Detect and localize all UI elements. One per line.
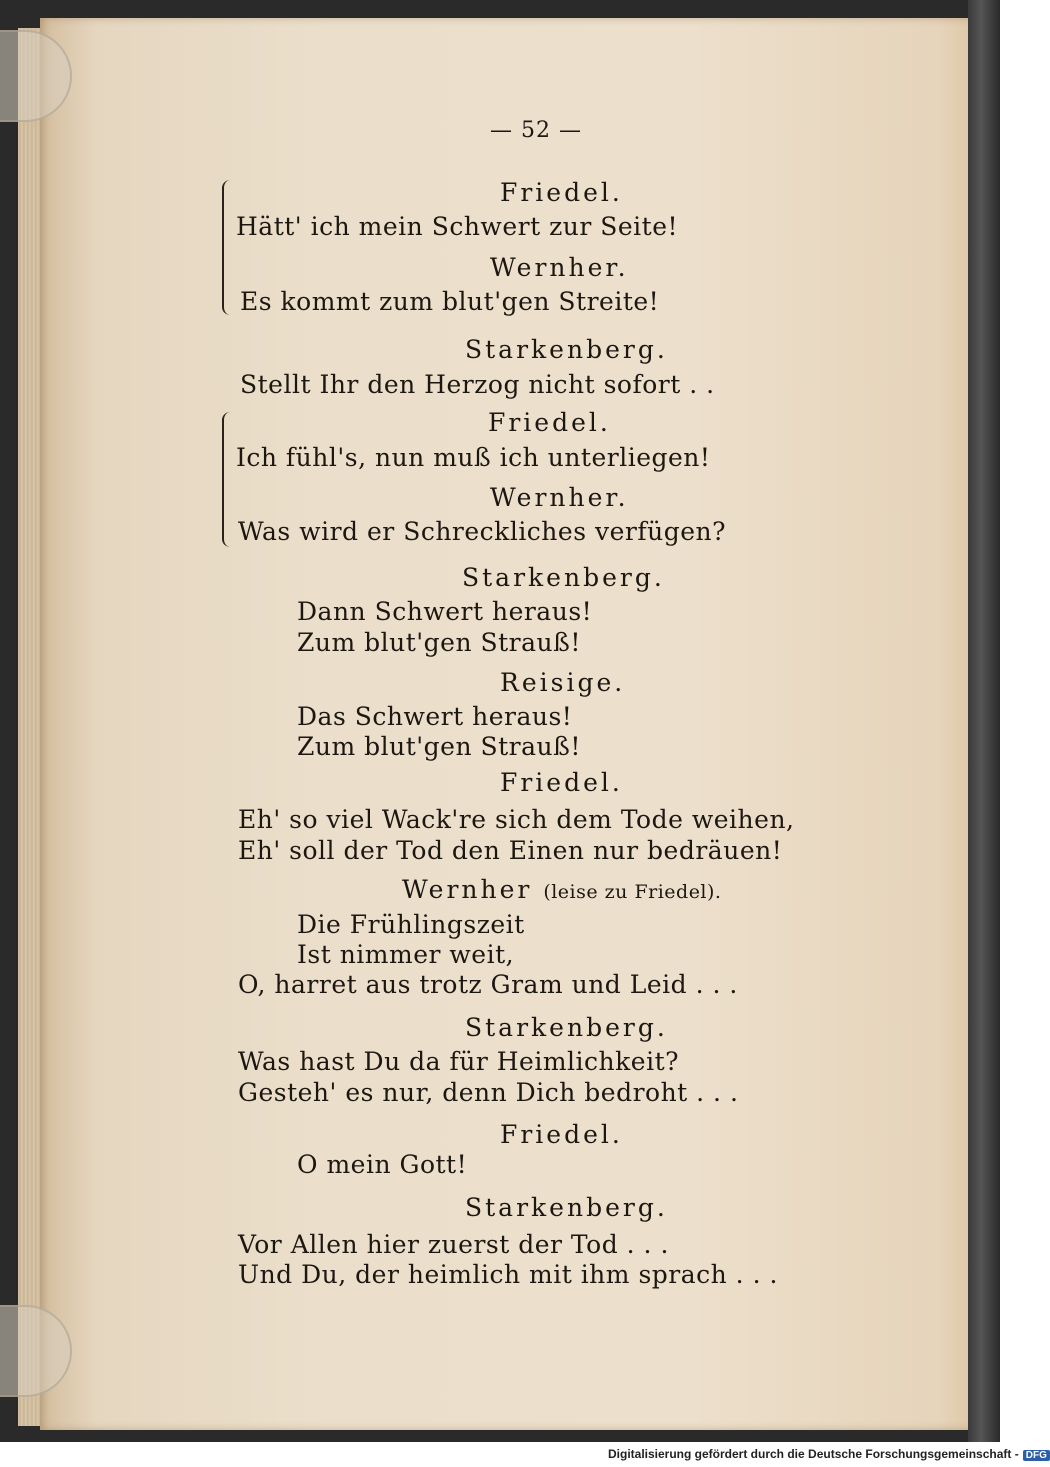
verse-line: Was hast Du da für Heimlichkeit? — [238, 1047, 680, 1076]
verse-line: Die Frühlingszeit — [297, 910, 525, 939]
verse-line: O, harret aus trotz Gram und Leid . . . — [238, 970, 738, 999]
speaker-name: Friedel. — [500, 1120, 623, 1149]
verse-line: Was wird er Schreckliches verfügen? — [238, 517, 727, 546]
dfg-logo: DFG — [1023, 1450, 1050, 1461]
speaker-name: Friedel. — [500, 768, 623, 797]
page-number: — 52 — — [490, 118, 582, 143]
verse-line: Eh' so viel Wack're sich dem Tode weihen, — [238, 805, 795, 834]
verse-line: Stellt Ihr den Herzog nicht sofort . . — [240, 370, 715, 399]
verse-line: Ich fühl's, nun muß ich unterliegen! — [236, 443, 711, 472]
verse-line: Dann Schwert heraus! — [297, 597, 593, 626]
credit-text: Digitalisierung gefördert durch die Deutsche Forschungsgemeinschaft - — [608, 1447, 1019, 1461]
duet-brace-2 — [222, 412, 234, 547]
verse-line: Gesteh' es nur, denn Dich bedroht . . . — [238, 1078, 739, 1107]
speaker-name: Reisige. — [500, 668, 626, 697]
digitization-credit — [608, 1447, 1050, 1461]
verse-line: Es kommt zum blut'gen Streite! — [240, 287, 660, 316]
duet-brace-1 — [222, 180, 234, 315]
speaker-name: Wernher. — [490, 483, 629, 512]
verse-line: Eh' soll der Tod den Einen nur bedräuen! — [238, 836, 783, 865]
verse-line: O mein Gott! — [297, 1150, 468, 1179]
speaker-name: Starkenberg. — [465, 1013, 668, 1042]
verse-line: Und Du, der heimlich mit ihm sprach . . . — [238, 1260, 778, 1289]
verse-line: Zum blut'gen Strauß! — [297, 628, 581, 657]
stage-direction: (leise zu Friedel). — [543, 881, 722, 903]
speaker-name: Starkenberg. — [465, 1193, 668, 1222]
speaker-name: Starkenberg. — [465, 335, 668, 364]
speaker-name-text: Wernher — [402, 875, 533, 904]
speaker-name: Wernher. — [490, 253, 629, 282]
verse-line: Zum blut'gen Strauß! — [297, 732, 581, 761]
verse-line: Hätt' ich mein Schwert zur Seite! — [236, 212, 679, 241]
speaker-name — [402, 875, 721, 904]
verse-line: Vor Allen hier zuerst der Tod . . . — [238, 1230, 669, 1259]
speaker-name: Starkenberg. — [462, 563, 665, 592]
verse-line: Das Schwert heraus! — [297, 702, 573, 731]
verse-line: Ist nimmer weit, — [297, 940, 515, 969]
speaker-name: Friedel. — [488, 408, 611, 437]
speaker-name: Friedel. — [500, 178, 623, 207]
